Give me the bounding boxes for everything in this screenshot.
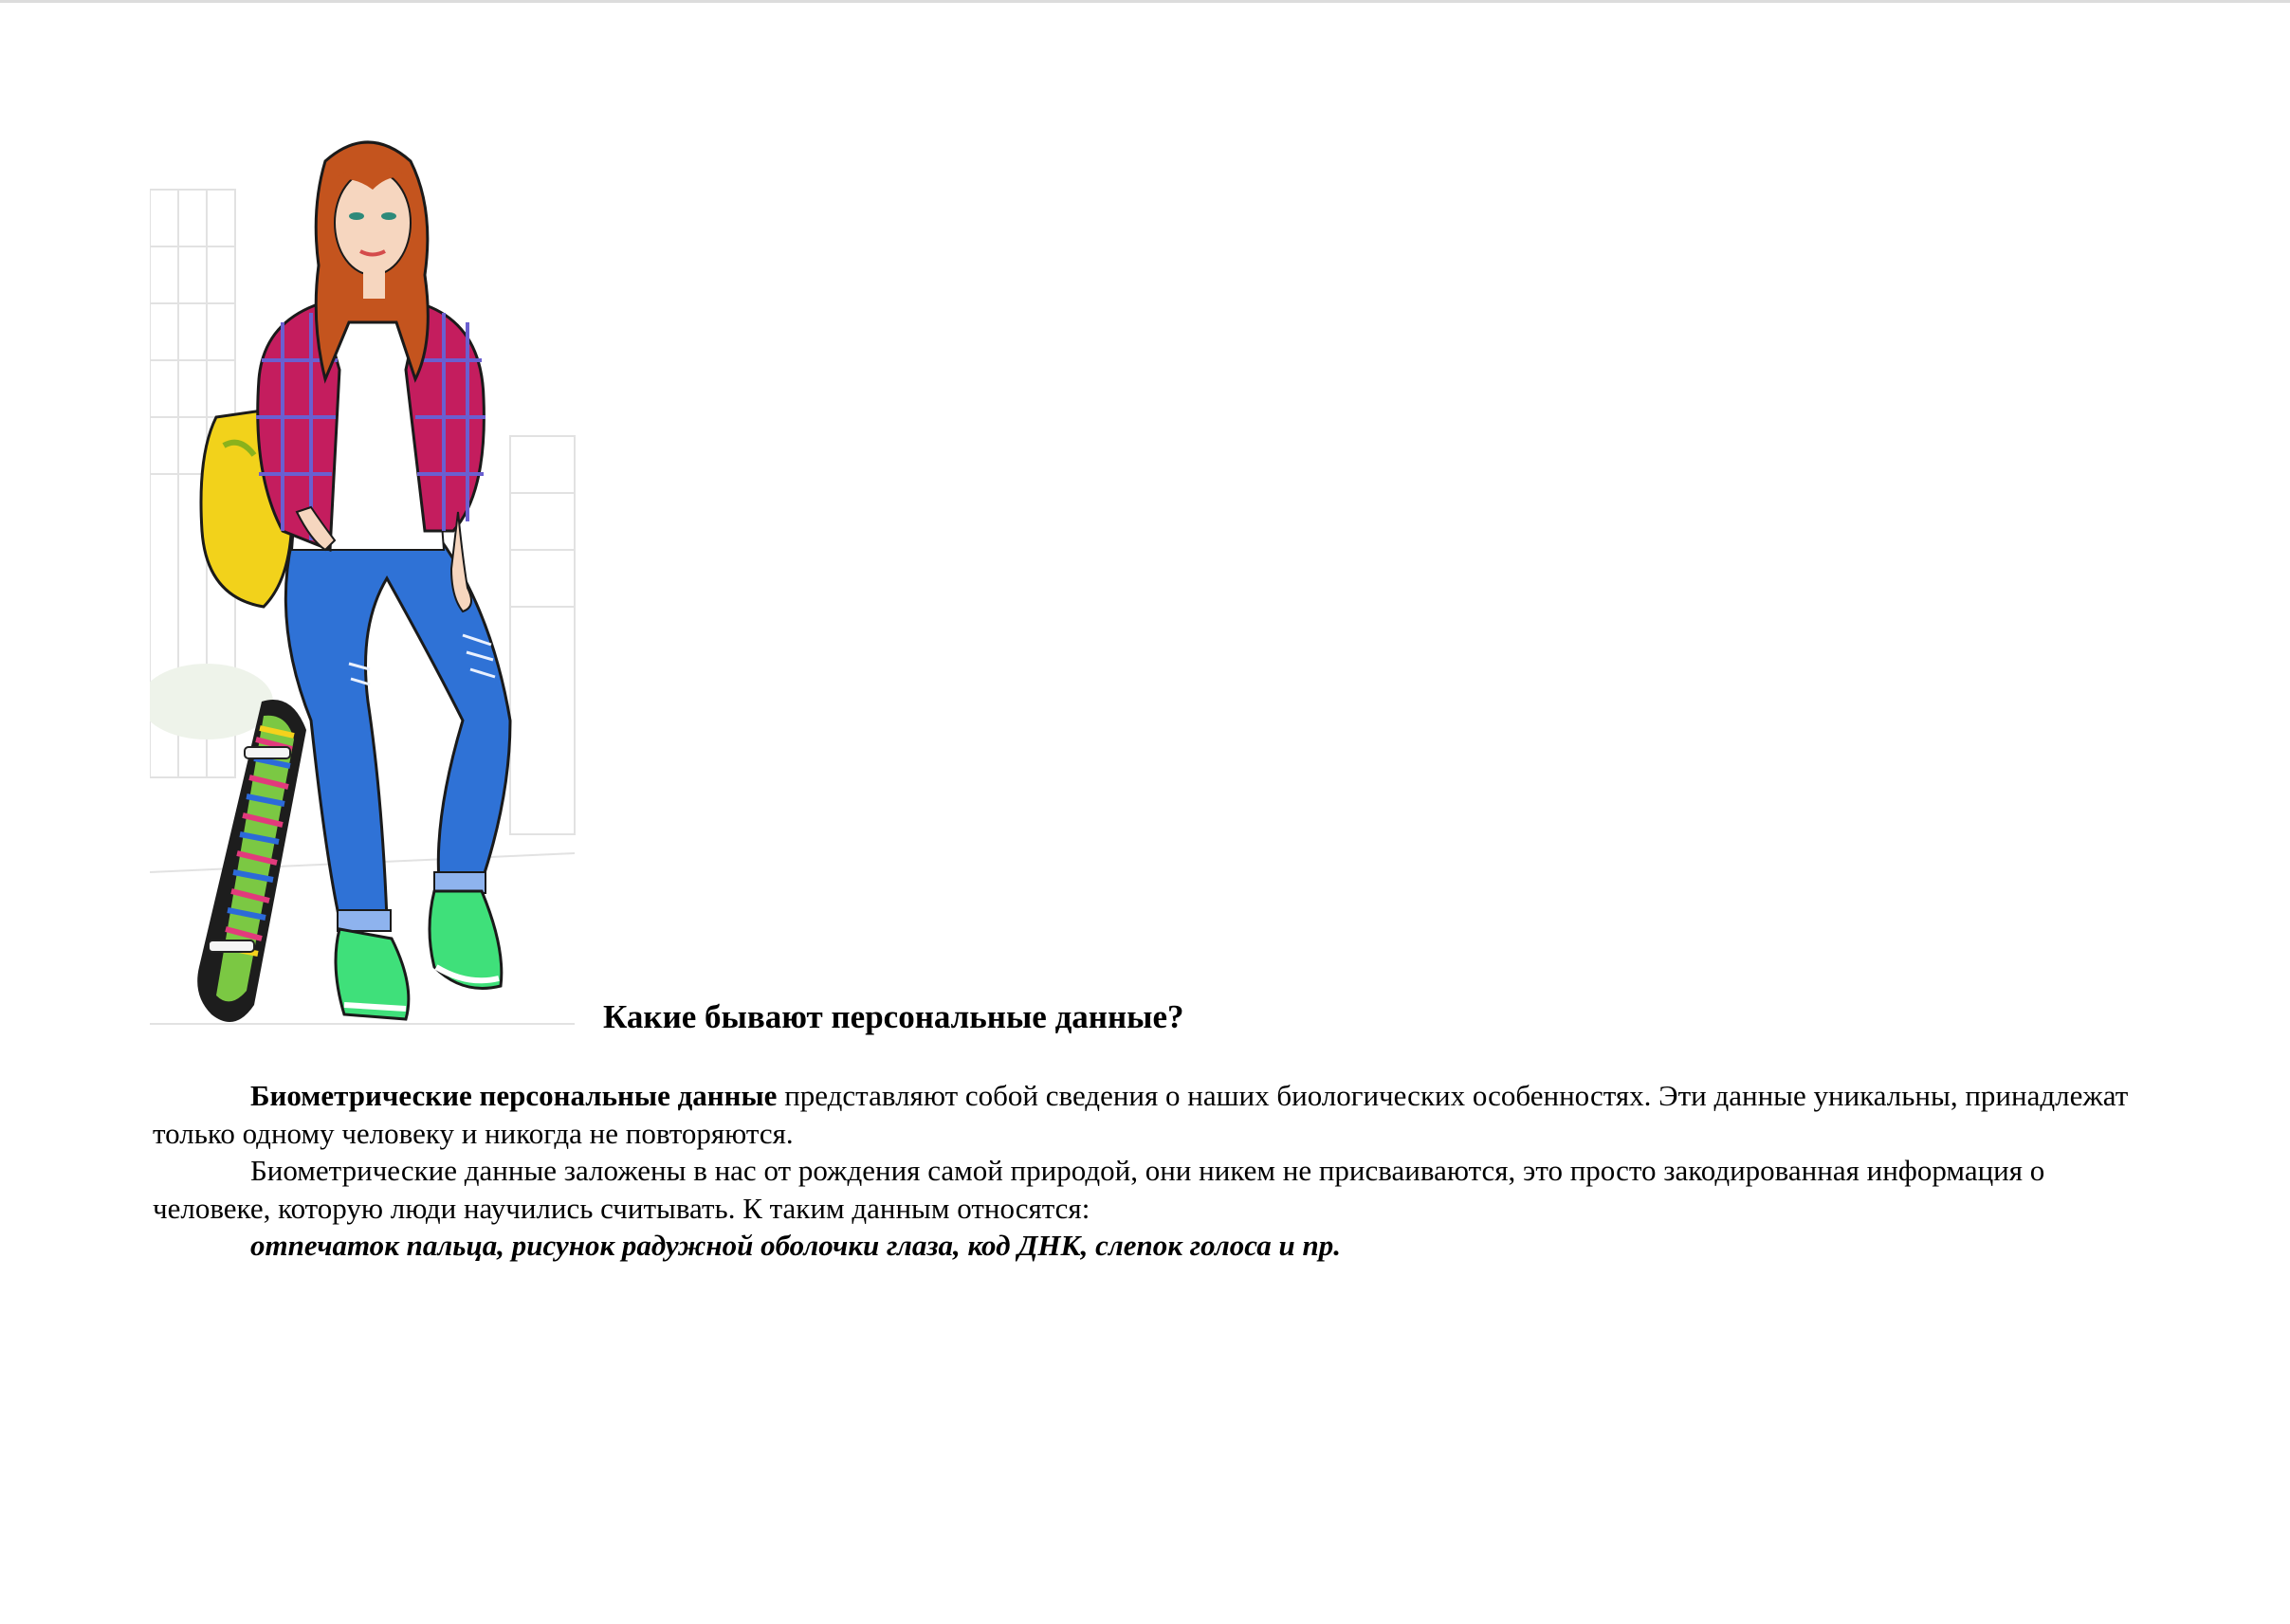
biometric-examples: отпечаток пальца, рисунок радужной оболочки глаза, код ДНК, слепок голоса и пр. (250, 1229, 1341, 1262)
body-text (153, 1077, 2163, 1265)
biometric-definition-text: представляют собой сведения о наших биологических особенностях. Эти данные уникальны, принадлежат только одному человеку и никогда не повторяются. (153, 1079, 2129, 1150)
biometric-term: Биометрические персональные данные (250, 1079, 778, 1112)
girl-with-skateboard-illustration (150, 133, 577, 1033)
paragraph-biometric-definition (153, 1077, 2163, 1152)
page-title: Какие бывают персональные данные? (603, 998, 1184, 1035)
skateboard-icon (197, 700, 306, 1022)
paragraph-biometric-origin: Биометрические данные заложены в нас от рождения самой природой, они никем не присваиваются, это просто закодированная информация о человеке, которую люди научились считывать. К таким данным относятся: (153, 1154, 2045, 1225)
